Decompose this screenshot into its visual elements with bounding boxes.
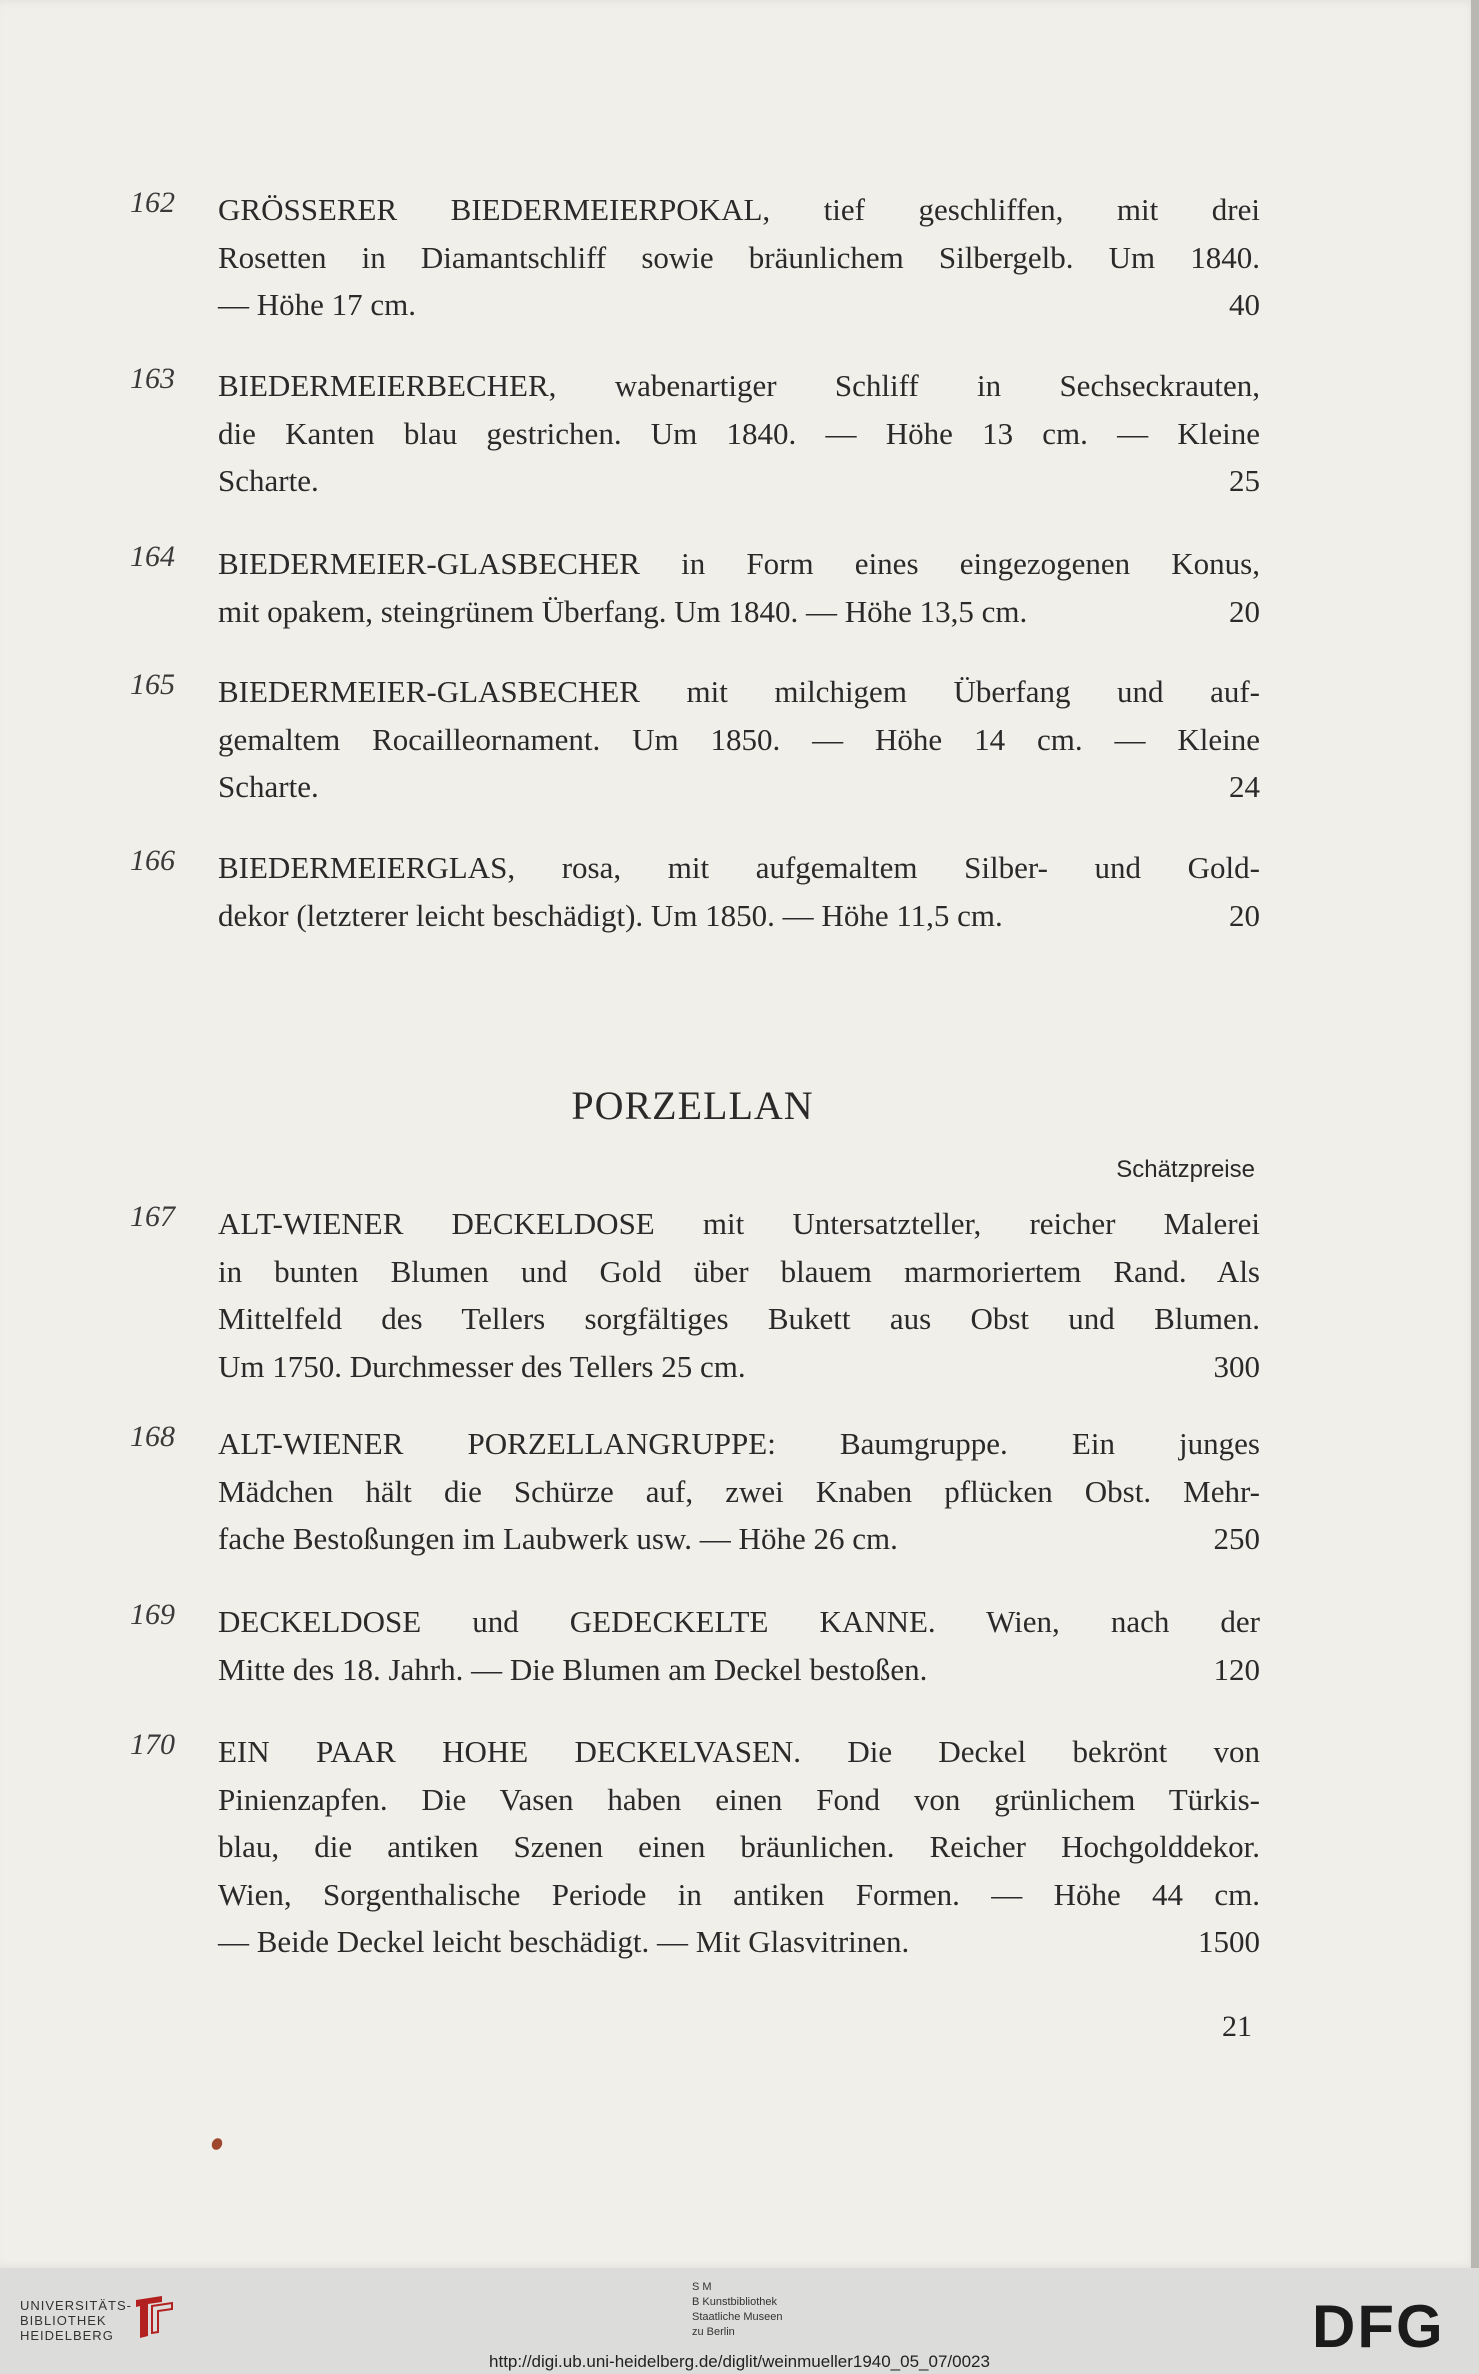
entry-line <box>218 1646 1260 1694</box>
entry-price: 25 <box>1229 463 1260 498</box>
section-heading: PORZELLAN <box>571 1083 814 1128</box>
entry-line <box>218 1343 1260 1391</box>
entry-line <box>218 410 1260 458</box>
entry-number: 165 <box>130 668 175 701</box>
dfg-logo[interactable]: DFG <box>1312 2293 1445 2360</box>
entry-line-text: ALT-WIENER PORZELLANGRUPPE: Baumgruppe. Ein junges <box>218 1426 1260 1461</box>
entry-line-text: — Höhe 17 cm. <box>218 287 417 322</box>
entry-description <box>218 362 1260 505</box>
catalog-entry <box>130 362 1260 505</box>
entry-description <box>218 668 1260 811</box>
ub-heidelberg-icon[interactable] <box>132 2292 176 2342</box>
entry-line <box>218 1420 1260 1468</box>
entry-price: 120 <box>1213 1651 1260 1687</box>
entry-line <box>218 186 1260 234</box>
entry-line-text: fache Bestoßungen im Laubwerk usw. — Höhe 26 cm. <box>218 1521 898 1556</box>
entry-line-text: Mädchen hält die Schürze auf, zwei Knaben pflücken Obst. Mehr- <box>218 1473 1260 1509</box>
entry-line-text: Scharte. <box>218 769 319 804</box>
catalog-entry <box>130 1420 1260 1563</box>
permalink-url[interactable]: http://digi.ub.uni-heidelberg.de/diglit/weinmueller1940_05_07/0023 <box>489 2352 990 2371</box>
ub-heidelberg-logo-text[interactable] <box>20 2298 132 2343</box>
entry-number: 170 <box>130 1728 175 1761</box>
entry-number: 163 <box>130 362 175 395</box>
catalog-entry <box>130 844 1260 939</box>
entry-line <box>218 1295 1260 1343</box>
entry-line <box>218 1728 1260 1776</box>
smb-line-1: S M <box>692 2281 712 2293</box>
ub-line-1: UNIVERSITÄTS- <box>20 2298 132 2313</box>
entry-line-text: GRÖSSERER BIEDERMEIERPOKAL, tief geschliffen, mit drei <box>218 192 1260 227</box>
page-edge <box>1471 0 1479 2268</box>
entry-description <box>218 1728 1260 1966</box>
catalog-entry <box>130 1728 1260 1966</box>
smb-line-3: Staatliche Museen <box>692 2311 783 2323</box>
entry-line <box>218 281 1260 329</box>
entry-number: 167 <box>130 1200 175 1233</box>
entry-line <box>218 1823 1260 1871</box>
entry-description <box>218 540 1260 635</box>
entry-price: 20 <box>1229 593 1260 629</box>
entry-description <box>218 1420 1260 1563</box>
entry-price: 300 <box>1213 1348 1260 1384</box>
smb-line-2: B Kunstbibliothek <box>692 2296 777 2308</box>
entry-line <box>218 1515 1260 1563</box>
entry-line-text: gemaltem Rocailleornament. Um 1850. — Höhe 14 cm. — Kleine <box>218 721 1260 757</box>
entry-line <box>218 1468 1260 1516</box>
entry-line <box>218 1200 1260 1248</box>
entry-line <box>218 716 1260 764</box>
entry-line <box>218 588 1260 636</box>
entry-line-text: BIEDERMEIERBECHER, wabenartiger Schliff in Sechseckrauten, <box>218 368 1260 403</box>
entry-line-text: Wien, Sorgenthalische Periode in antiken Formen. — Höhe 44 cm. <box>218 1876 1260 1912</box>
entry-line-text: Mitte des 18. Jahrh. — Die Blumen am Deckel bestoßen. <box>218 1651 928 1687</box>
entry-line-text: Scharte. <box>218 463 319 498</box>
entry-line-text: blau, die antiken Szenen einen bräunlichen. Reicher Hochgolddekor. <box>218 1829 1260 1864</box>
entry-number: 169 <box>130 1598 175 1631</box>
entry-line <box>218 234 1260 282</box>
entry-line <box>218 844 1260 892</box>
entry-line-text: die Kanten blau gestrichen. Um 1840. — Höhe 13 cm. — Kleine <box>218 415 1260 451</box>
entry-line-text: — Beide Deckel leicht beschädigt. — Mit Glasvitrinen. <box>218 1924 910 1959</box>
entry-line-text: ALT-WIENER DECKELDOSE mit Untersatzteller, reicher Malerei <box>218 1206 1260 1241</box>
entry-line <box>218 1871 1260 1919</box>
entry-line-text: in bunten Blumen und Gold über blauem marmoriertem Rand. Als <box>218 1253 1260 1289</box>
entry-price: 40 <box>1229 287 1260 322</box>
entry-line <box>218 763 1260 811</box>
entry-line-text: Pinienzapfen. Die Vasen haben einen Fond von grünlichem Türkis- <box>218 1781 1260 1817</box>
entry-line <box>218 1776 1260 1824</box>
entry-line <box>218 1598 1260 1646</box>
entry-price: 20 <box>1229 897 1260 933</box>
entry-line-text: dekor (letzterer leicht beschädigt). Um 1850. — Höhe 11,5 cm. <box>218 897 1003 933</box>
catalog-entry <box>130 540 1260 635</box>
entry-description <box>218 844 1260 939</box>
smb-kunstbibliothek-logo[interactable] <box>692 2280 783 2340</box>
entry-line-text: Mittelfeld des Tellers sorgfältiges Bukett aus Obst und Blumen. <box>218 1301 1260 1336</box>
entry-line-text: mit opakem, steingrünem Überfang. Um 1840. — Höhe 13,5 cm. <box>218 593 1028 629</box>
ub-line-2: BIBLIOTHEK <box>20 2313 107 2328</box>
entry-price: 24 <box>1229 769 1260 804</box>
entry-description <box>218 186 1260 329</box>
entry-line-text: EIN PAAR HOHE DECKELVASEN. Die Deckel bekrönt von <box>218 1734 1260 1769</box>
catalog-entry <box>130 668 1260 811</box>
entry-line <box>218 1248 1260 1296</box>
entry-line <box>218 362 1260 410</box>
entry-line <box>218 457 1260 505</box>
page-number: 21 <box>1222 2010 1252 2043</box>
entry-number: 162 <box>130 186 175 219</box>
entry-number: 164 <box>130 540 175 573</box>
entry-line <box>218 540 1260 588</box>
entry-price: 250 <box>1213 1521 1260 1556</box>
entry-line-text: Rosetten in Diamantschliff sowie bräunlichem Silbergelb. Um 1840. <box>218 239 1260 275</box>
ub-line-3: HEIDELBERG <box>20 2328 114 2343</box>
catalog-entry <box>130 1598 1260 1693</box>
entry-number: 168 <box>130 1420 175 1453</box>
entry-line-text: DECKELDOSE und GEDECKELTE KANNE. Wien, nach der <box>218 1604 1260 1639</box>
smb-line-4: zu Berlin <box>692 2326 735 2338</box>
catalog-entry <box>130 1200 1260 1390</box>
entry-line <box>218 892 1260 940</box>
catalog-entry <box>130 186 1260 329</box>
entry-line-text: BIEDERMEIER-GLASBECHER in Form eines eingezogenen Konus, <box>218 546 1260 581</box>
entry-line-text: Um 1750. Durchmesser des Tellers 25 cm. <box>218 1348 746 1384</box>
ink-spot <box>210 2136 225 2151</box>
entry-description <box>218 1200 1260 1390</box>
footer-bar <box>0 2268 1479 2374</box>
entry-description <box>218 1598 1260 1693</box>
entry-line <box>218 1918 1260 1966</box>
entry-line-text: BIEDERMEIER-GLASBECHER mit milchigem Überfang und auf- <box>218 674 1260 709</box>
entry-number: 166 <box>130 844 175 877</box>
entry-price: 1500 <box>1198 1924 1260 1959</box>
entry-line-text: BIEDERMEIERGLAS, rosa, mit aufgemaltem Silber- und Gold- <box>218 850 1260 885</box>
estimate-label: Schätzpreise <box>1116 1156 1255 1183</box>
entry-line <box>218 668 1260 716</box>
